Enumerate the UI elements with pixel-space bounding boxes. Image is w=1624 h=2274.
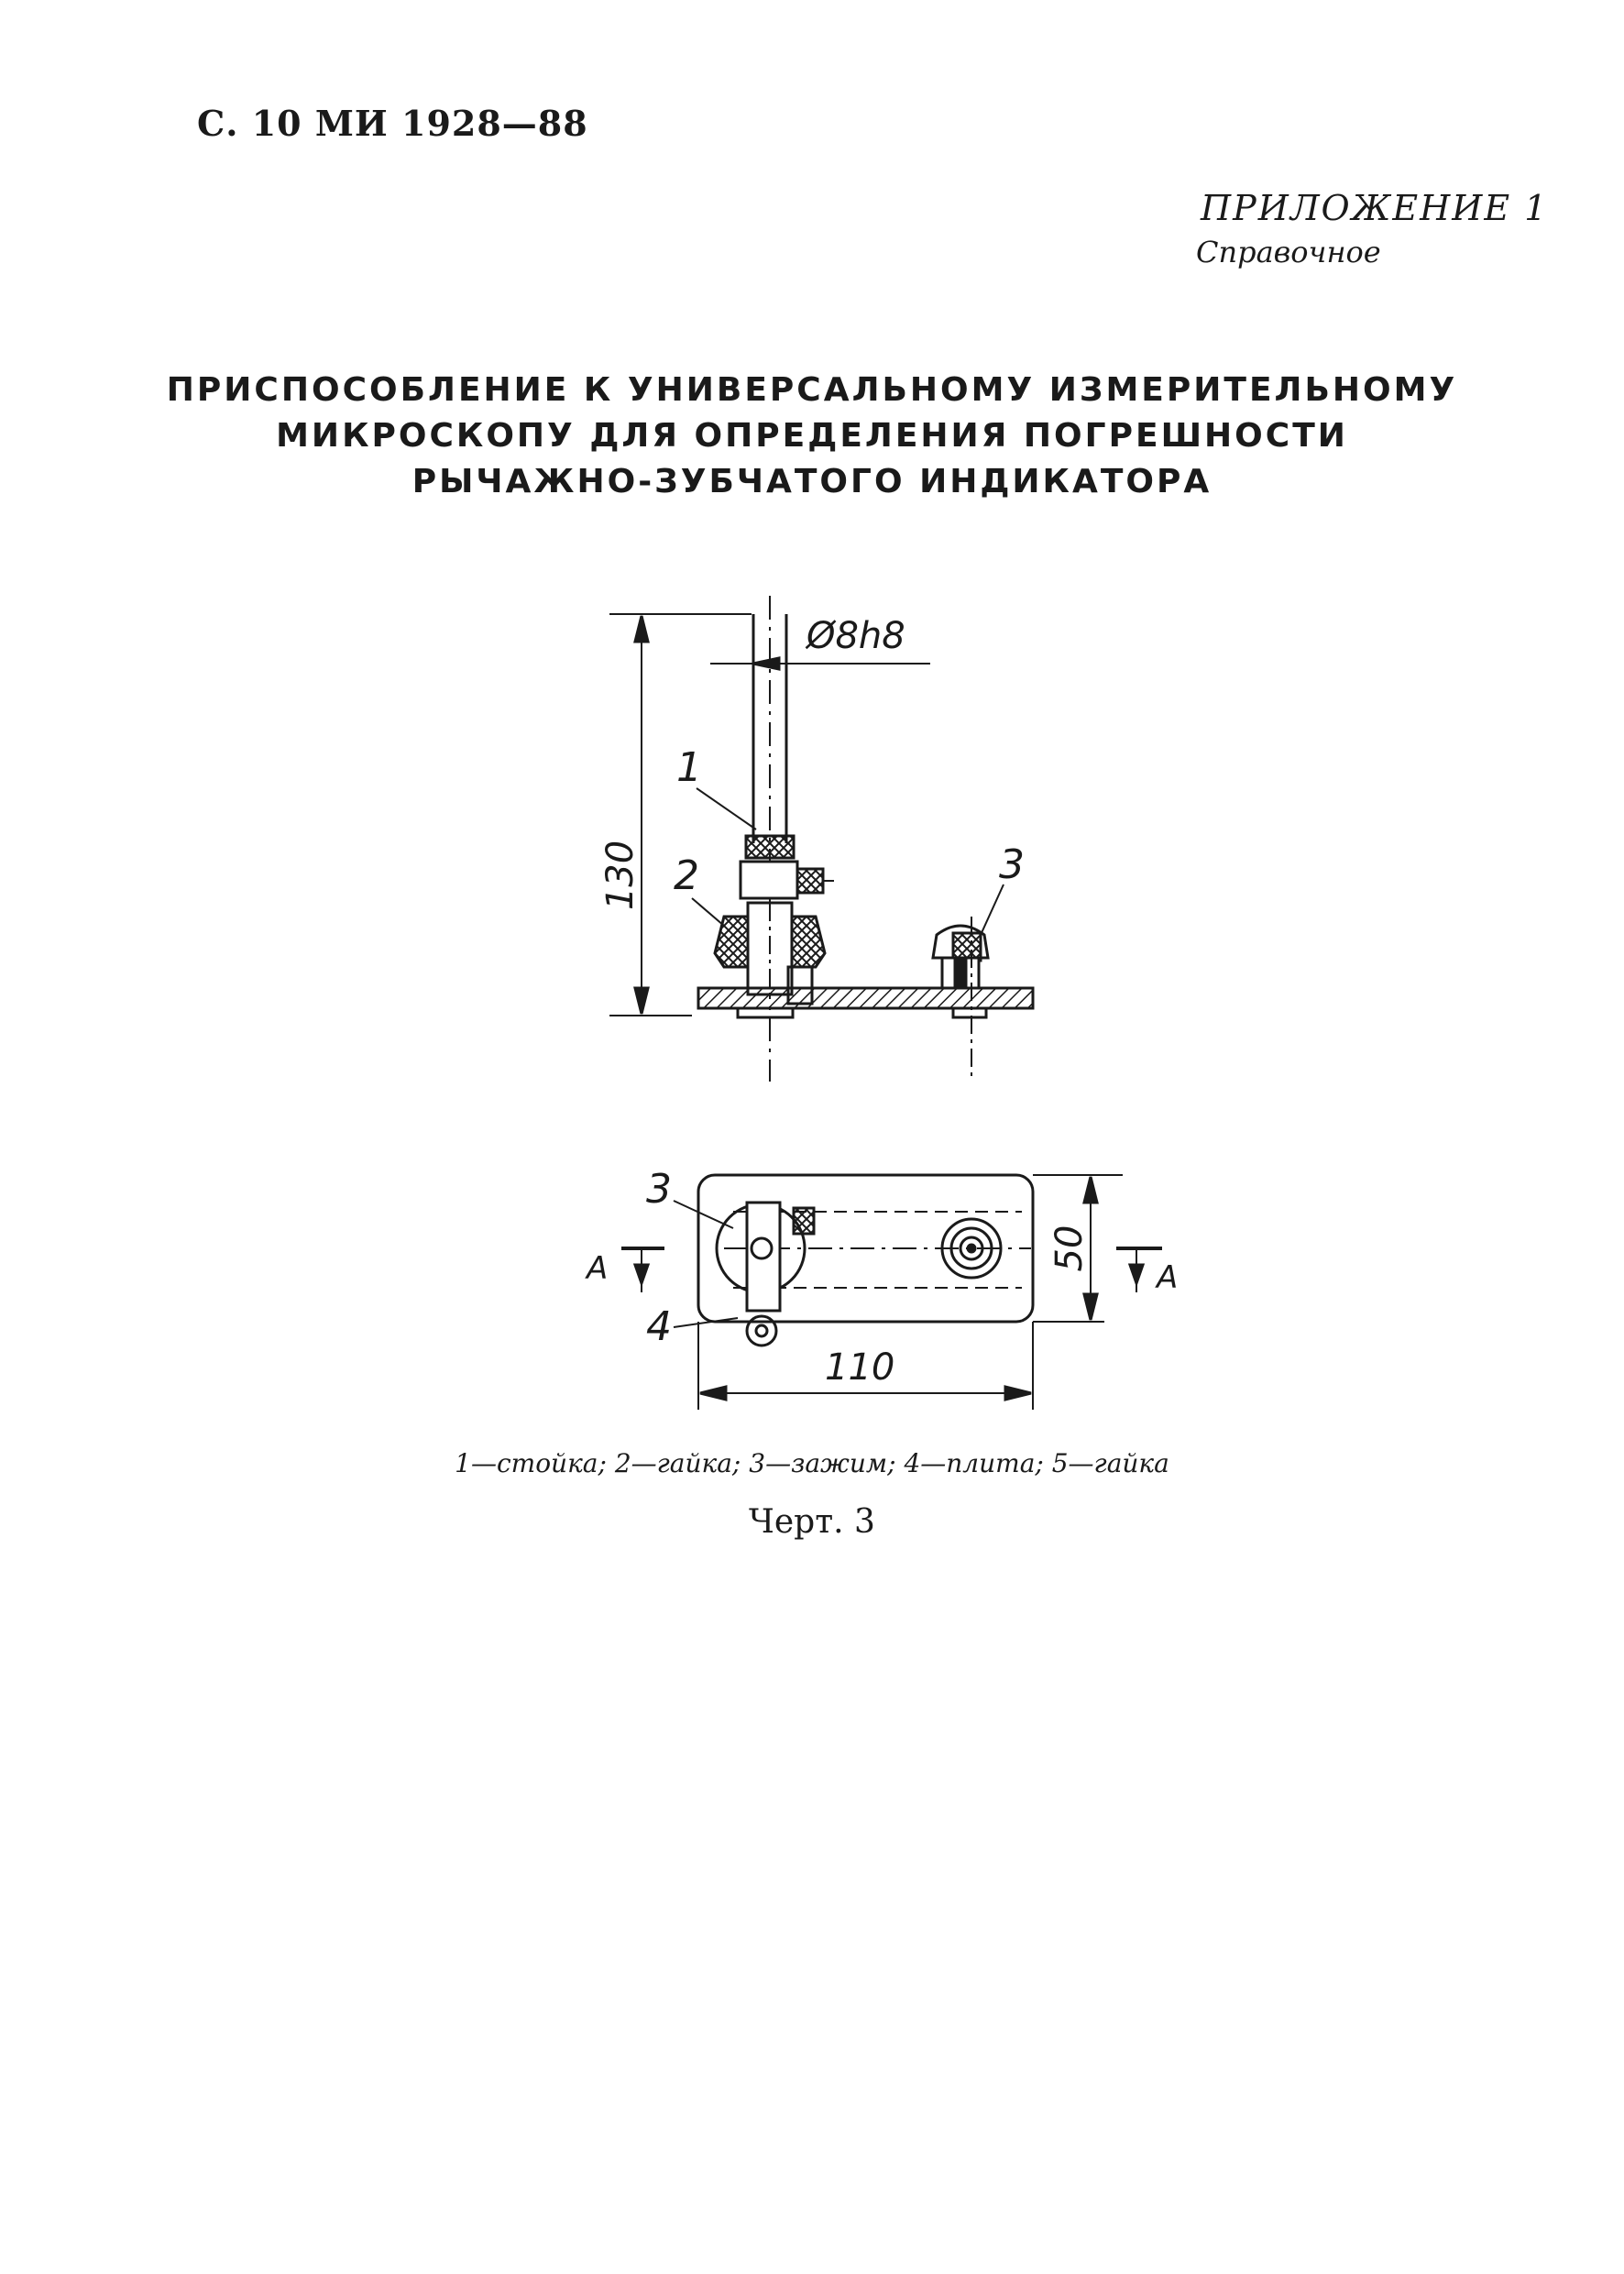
height-dimension-label: 130 (599, 840, 642, 911)
diameter-dimension (710, 658, 930, 669)
base-plate (698, 988, 1033, 1008)
diameter-dimension-label: Ø8h8 (807, 615, 905, 657)
document-title-line-2: МИКРОСКОПУ ДЛЯ ОПРЕДЕЛЕНИЯ ПОГРЕШНОСТИ (276, 417, 1348, 455)
callout-3: 3 (999, 841, 1025, 888)
section-label-right: A (1157, 1259, 1179, 1296)
drawing-caption: Черт. 3 (749, 1503, 875, 1541)
callout-1: 1 (676, 744, 702, 791)
depth-dimension-label: 50 (1048, 1225, 1091, 1272)
drawing-legend: 1—стойка; 2—гайка; 3—зажим; 4—плита; 5—гайка (455, 1448, 1169, 1478)
clamp-body (741, 862, 797, 898)
appendix-title: ПРИЛОЖЕНИЕ 1 (1201, 188, 1549, 228)
document-title-line-1: ПРИСПОСОБЛЕНИЕ К УНИВЕРСАЛЬНОМУ ИЗМЕРИТЕЛЬНОМУ (166, 371, 1458, 409)
page-header: С. 10 МИ 1928—88 (197, 103, 588, 144)
side-view (609, 596, 1033, 1082)
callout-4: 4 (646, 1303, 672, 1350)
callout-2-leader (692, 898, 724, 926)
knurled-collar (746, 836, 794, 858)
callout-1-leader (697, 788, 756, 829)
appendix-subtitle: Справочное (1196, 235, 1381, 269)
callout-3-plan: 3 (646, 1166, 672, 1213)
clamp-screw (797, 869, 823, 893)
callout-3-leader (981, 884, 1004, 935)
plate-foot (738, 1008, 793, 1017)
document-title-line-3: РЫЧАЖНО-ЗУБЧАТОГО ИНДИКАТОРА (411, 463, 1213, 500)
callout-2: 2 (674, 852, 699, 899)
width-dimension-label: 110 (825, 1346, 895, 1389)
section-label-left: A (587, 1250, 609, 1287)
